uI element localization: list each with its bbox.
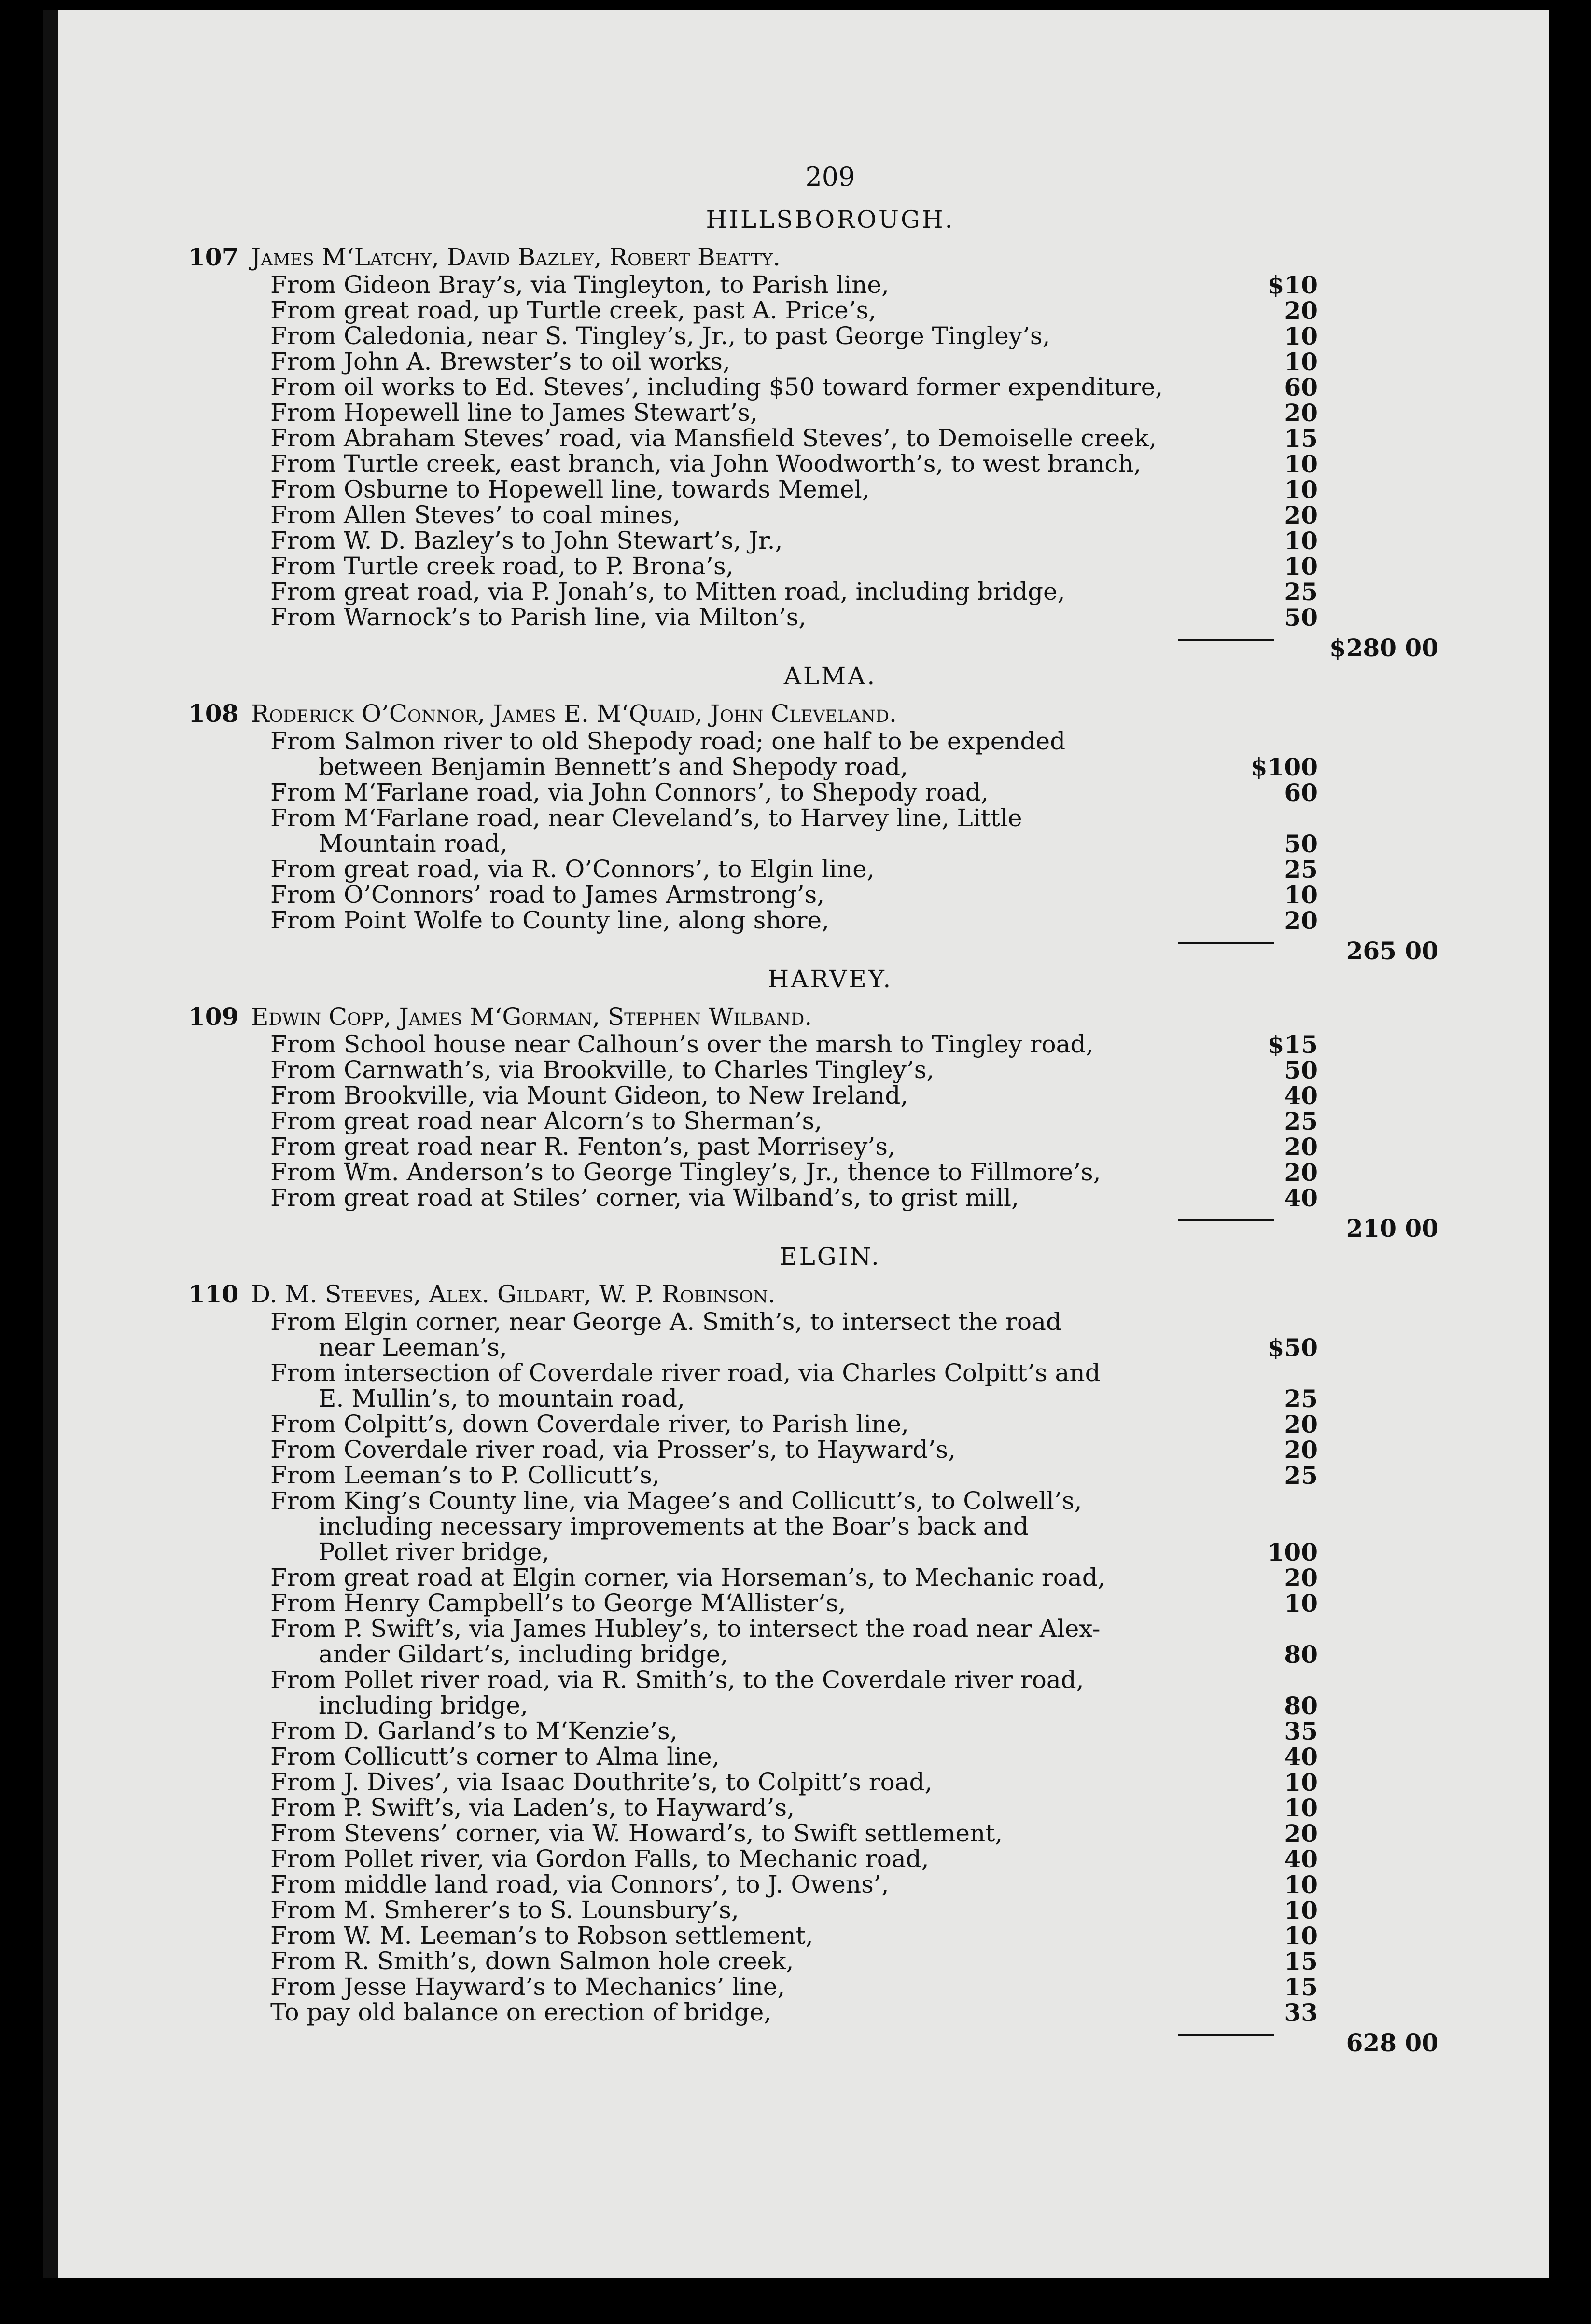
road-description: To pay old balance on erection of bridge, bbox=[270, 1998, 772, 2026]
district-heading bbox=[188, 1281, 1414, 1307]
district-heading bbox=[188, 701, 1414, 727]
section-total: 628 00 bbox=[1346, 2029, 1438, 2057]
road-amount: 20 bbox=[1284, 1158, 1318, 1187]
page-edge bbox=[43, 10, 58, 2278]
page-content bbox=[188, 162, 1438, 2057]
road-entry bbox=[188, 1184, 1318, 1212]
road-amount: $10 bbox=[1267, 271, 1318, 299]
road-entry bbox=[188, 1158, 1318, 1187]
road-entry bbox=[188, 1107, 1318, 1135]
road-description: From great road near R. Fenton’s, past Morrisey’s, bbox=[270, 1133, 895, 1161]
road-amount: 10 bbox=[1284, 1922, 1318, 1950]
road-description-continued: Mountain road, bbox=[319, 830, 508, 858]
road-description: From Pollet river road, via R. Smith’s, to the Coverdale river road, bbox=[270, 1666, 1084, 1694]
road-description: From Osburne to Hopewell line, towards Memel, bbox=[270, 475, 870, 503]
road-entry bbox=[188, 1819, 1318, 1848]
section-total-row bbox=[188, 933, 1438, 965]
road-description-continued: including bridge, bbox=[319, 1691, 528, 1719]
road-amount: 80 bbox=[1284, 1640, 1318, 1669]
road-description: From great road near Alcorn’s to Sherman’s, bbox=[270, 1107, 823, 1135]
road-description: From W. D. Bazley’s to John Stewart’s, Jr., bbox=[270, 526, 783, 554]
road-entry bbox=[188, 881, 1318, 909]
road-description: From Wm. Anderson’s to George Tingley’s, Jr., thence to Fillmore’s, bbox=[270, 1158, 1101, 1186]
road-description: From O’Connors’ road to James Armstrong’s, bbox=[270, 881, 825, 909]
road-description: From Brookville, via Mount Gideon, to New Ireland, bbox=[270, 1081, 908, 1109]
commissioners: D. M. Steeves, Alex. Gildart, W. P. Robinson. bbox=[251, 1280, 776, 1308]
commissioners: Edwin Copp, James M‘Gorman, Stephen Wilband. bbox=[251, 1003, 812, 1031]
road-entry bbox=[188, 526, 1318, 555]
road-amount: 80 bbox=[1284, 1691, 1318, 1720]
section-total-row bbox=[188, 1211, 1438, 1243]
road-amount: $15 bbox=[1267, 1030, 1318, 1059]
road-entry bbox=[188, 855, 1318, 884]
road-amount: 25 bbox=[1284, 1107, 1318, 1135]
district-number: 108 bbox=[188, 699, 239, 728]
road-entry bbox=[188, 501, 1318, 529]
road-description: From Hopewell line to James Stewart’s, bbox=[270, 399, 758, 427]
road-amount: 20 bbox=[1284, 1410, 1318, 1439]
road-amount: 20 bbox=[1284, 1563, 1318, 1592]
road-description: From Colpitt’s, down Coverdale river, to Parish line, bbox=[270, 1410, 909, 1438]
road-description: From Warnock’s to Parish line, via Milton’s, bbox=[270, 603, 807, 631]
road-entry bbox=[188, 1133, 1318, 1161]
road-description: From J. Dives’, via Isaac Douthrite’s, to Colpitt’s road, bbox=[270, 1768, 933, 1796]
road-entry bbox=[188, 1359, 1318, 1413]
road-entry bbox=[188, 1845, 1318, 1873]
road-description: From Point Wolfe to County line, along shore, bbox=[270, 906, 829, 934]
road-amount: 40 bbox=[1284, 1184, 1318, 1212]
road-amount: 15 bbox=[1284, 424, 1318, 453]
road-entry bbox=[188, 1768, 1318, 1797]
page-number: 209 bbox=[805, 162, 855, 192]
road-description: From Henry Campbell’s to George M‘Allister’s, bbox=[270, 1589, 846, 1617]
road-entry bbox=[188, 727, 1318, 781]
road-amount: 20 bbox=[1284, 906, 1318, 935]
road-amount: 10 bbox=[1284, 1896, 1318, 1924]
road-entry bbox=[188, 1794, 1318, 1822]
road-entry bbox=[188, 1589, 1318, 1618]
road-description: From great road, via P. Jonah’s, to Mitten road, including bridge, bbox=[270, 578, 1065, 606]
road-entry bbox=[188, 347, 1318, 376]
road-entry bbox=[188, 1461, 1318, 1490]
road-description: From Pollet river, via Gordon Falls, to Mechanic road, bbox=[270, 1845, 929, 1873]
road-amount: 50 bbox=[1284, 1056, 1318, 1084]
section-total: $280 00 bbox=[1329, 634, 1438, 662]
road-amount: 40 bbox=[1284, 1845, 1318, 1873]
section-title: ALMA. bbox=[783, 662, 877, 690]
road-entry bbox=[188, 1081, 1318, 1110]
road-amount: 10 bbox=[1284, 322, 1318, 350]
section-total: 210 00 bbox=[1346, 1214, 1438, 1243]
road-amount: 100 bbox=[1267, 1538, 1318, 1566]
road-amount: 10 bbox=[1284, 881, 1318, 909]
road-entry bbox=[188, 1973, 1318, 2001]
road-entry bbox=[188, 399, 1318, 427]
road-description: From King’s County line, via Magee’s and Collicutt’s, to Colwell’s, bbox=[270, 1487, 1082, 1515]
road-amount: $50 bbox=[1267, 1333, 1318, 1362]
road-description: From Salmon river to old Shepody road; one half to be expended bbox=[270, 727, 1066, 755]
road-description: From great road, up Turtle creek, past A. Price’s, bbox=[270, 296, 877, 324]
road-amount: 20 bbox=[1284, 1133, 1318, 1161]
road-description: From Caledonia, near S. Tingley’s, Jr., to past George Tingley’s, bbox=[270, 322, 1050, 350]
road-entry bbox=[188, 1666, 1318, 1720]
road-amount: 20 bbox=[1284, 399, 1318, 427]
road-description-continued: between Benjamin Bennett’s and Shepody road, bbox=[319, 753, 908, 781]
road-amount: 20 bbox=[1284, 1819, 1318, 1848]
road-entry bbox=[188, 1947, 1318, 1976]
road-entry bbox=[188, 1030, 1318, 1059]
road-description: From P. Swift’s, via James Hubley’s, to intersect the road near Alex- bbox=[270, 1615, 1101, 1643]
road-amount: 25 bbox=[1284, 855, 1318, 884]
road-description: From Jesse Hayward’s to Mechanics’ line, bbox=[270, 1973, 785, 2001]
district-number: 107 bbox=[188, 243, 239, 271]
road-description: From great road at Stiles’ corner, via Wilband’s, to grist mill, bbox=[270, 1184, 1019, 1212]
road-amount: 40 bbox=[1284, 1743, 1318, 1771]
road-amount: 20 bbox=[1284, 1436, 1318, 1464]
road-description: From W. M. Leeman’s to Robson settlement, bbox=[270, 1922, 813, 1950]
road-entry bbox=[188, 1410, 1318, 1439]
road-description: From Coverdale river road, via Prosser’s, to Hayward’s, bbox=[270, 1436, 956, 1464]
road-description-continued: near Leeman’s, bbox=[319, 1333, 507, 1361]
district-number: 110 bbox=[188, 1280, 239, 1308]
road-description: From P. Swift’s, via Laden’s, to Hayward’s, bbox=[270, 1794, 795, 1822]
road-entry bbox=[188, 578, 1318, 606]
road-amount: 25 bbox=[1284, 578, 1318, 606]
road-entry bbox=[188, 1436, 1318, 1464]
road-entry bbox=[188, 475, 1318, 504]
road-description-continued: Pollet river bridge, bbox=[319, 1538, 550, 1566]
road-entry bbox=[188, 778, 1318, 807]
road-amount: 10 bbox=[1284, 526, 1318, 555]
section-total-row bbox=[188, 2025, 1438, 2057]
section-title: ELGIN. bbox=[780, 1243, 881, 1271]
road-entry bbox=[188, 1743, 1318, 1771]
section-total-row bbox=[188, 630, 1438, 662]
road-entry bbox=[188, 296, 1318, 325]
road-entry bbox=[188, 1870, 1318, 1899]
road-amount: 10 bbox=[1284, 1870, 1318, 1899]
road-amount: 15 bbox=[1284, 1973, 1318, 2001]
road-description: From Leeman’s to P. Collicutt’s, bbox=[270, 1461, 660, 1489]
road-entry bbox=[188, 603, 1318, 632]
district-heading bbox=[188, 244, 1414, 270]
road-entry bbox=[188, 1487, 1318, 1566]
road-amount: 10 bbox=[1284, 1589, 1318, 1618]
road-entry bbox=[188, 424, 1318, 453]
road-amount: 60 bbox=[1284, 373, 1318, 401]
road-entry bbox=[188, 373, 1318, 401]
total-rule bbox=[1178, 1219, 1274, 1221]
road-description: From Stevens’ corner, via W. Howard’s, to Swift settlement, bbox=[270, 1819, 1003, 1847]
total-rule bbox=[1178, 2034, 1274, 2036]
road-amount: 20 bbox=[1284, 501, 1318, 529]
road-amount: 10 bbox=[1284, 450, 1318, 478]
road-amount: 25 bbox=[1284, 1461, 1318, 1490]
road-amount: 25 bbox=[1284, 1384, 1318, 1413]
road-amount: 10 bbox=[1284, 1768, 1318, 1797]
road-entry bbox=[188, 450, 1318, 478]
commissioners: Roderick O’Connor, James E. M‘Quaid, John Cleveland. bbox=[251, 700, 897, 728]
road-entry bbox=[188, 552, 1318, 581]
road-description: From Gideon Bray’s, via Tingleyton, to Parish line, bbox=[270, 271, 889, 299]
road-entry bbox=[188, 322, 1318, 350]
total-rule bbox=[1178, 942, 1274, 944]
road-description: From Collicutt’s corner to Alma line, bbox=[270, 1743, 720, 1771]
road-description: From R. Smith’s, down Salmon hole creek, bbox=[270, 1947, 794, 1975]
district-number: 109 bbox=[188, 1002, 239, 1031]
road-description-continued: including necessary improvements at the Boar’s back and bbox=[319, 1512, 1029, 1540]
road-description: From Turtle creek road, to P. Brona’s, bbox=[270, 552, 734, 580]
road-amount: 60 bbox=[1284, 778, 1318, 807]
road-description: From M‘Farlane road, via John Connors’, to Shepody road, bbox=[270, 778, 989, 806]
road-entry bbox=[188, 1308, 1318, 1362]
road-description: From Elgin corner, near George A. Smith’s, to intersect the road bbox=[270, 1308, 1061, 1336]
road-entry bbox=[188, 1896, 1318, 1924]
road-entry bbox=[188, 1998, 1318, 2027]
road-entry bbox=[188, 804, 1318, 858]
road-description: From oil works to Ed. Steves’, including $50 toward former expenditure, bbox=[270, 373, 1163, 401]
road-entry bbox=[188, 1717, 1318, 1745]
road-amount: 50 bbox=[1284, 603, 1318, 632]
section-title: HILLSBOROUGH. bbox=[706, 206, 955, 234]
road-description-continued: ander Gildart’s, including bridge, bbox=[319, 1640, 728, 1668]
road-amount: 20 bbox=[1284, 296, 1318, 325]
road-amount: 50 bbox=[1284, 830, 1318, 858]
road-description: From M. Smherer’s to S. Lounsbury’s, bbox=[270, 1896, 739, 1924]
road-amount: 40 bbox=[1284, 1081, 1318, 1110]
road-description: From middle land road, via Connors’, to J. Owens’, bbox=[270, 1870, 889, 1898]
road-description: From Abraham Steves’ road, via Mansfield Steves’, to Demoiselle creek, bbox=[270, 424, 1157, 452]
road-amount: $100 bbox=[1250, 753, 1318, 781]
road-description: From great road, via R. O’Connors’, to Elgin line, bbox=[270, 855, 875, 883]
road-description: From John A. Brewster’s to oil works, bbox=[270, 347, 730, 375]
document-page bbox=[43, 10, 1549, 2278]
road-amount: 35 bbox=[1284, 1717, 1318, 1745]
road-amount: 10 bbox=[1284, 1794, 1318, 1822]
road-entry bbox=[188, 1922, 1318, 1950]
road-description: From Turtle creek, east branch, via John Woodworth’s, to west branch, bbox=[270, 450, 1142, 478]
road-entry bbox=[188, 1563, 1318, 1592]
road-description: From intersection of Coverdale river road, via Charles Colpitt’s and bbox=[270, 1359, 1101, 1387]
section-total: 265 00 bbox=[1346, 937, 1438, 965]
road-amount: 10 bbox=[1284, 552, 1318, 581]
road-amount: 15 bbox=[1284, 1947, 1318, 1976]
section-title: HARVEY. bbox=[768, 965, 893, 993]
road-description: From great road at Elgin corner, via Horseman’s, to Mechanic road, bbox=[270, 1563, 1105, 1591]
road-amount: 33 bbox=[1284, 1998, 1318, 2027]
road-amount: 10 bbox=[1284, 347, 1318, 376]
district-heading bbox=[188, 1004, 1414, 1030]
road-entry bbox=[188, 906, 1318, 935]
road-description: From School house near Calhoun’s over the marsh to Tingley road, bbox=[270, 1030, 1094, 1058]
road-description: From M‘Farlane road, near Cleveland’s, to Harvey line, Little bbox=[270, 804, 1022, 832]
road-entry bbox=[188, 1615, 1318, 1669]
road-amount: 10 bbox=[1284, 475, 1318, 504]
total-rule bbox=[1178, 639, 1274, 641]
road-description: From Allen Steves’ to coal mines, bbox=[270, 501, 681, 529]
road-description-continued: E. Mullin’s, to mountain road, bbox=[319, 1384, 685, 1412]
road-entry bbox=[188, 1056, 1318, 1084]
road-description: From Carnwath’s, via Brookville, to Charles Tingley’s, bbox=[270, 1056, 935, 1084]
road-entry bbox=[188, 271, 1318, 299]
road-description: From D. Garland’s to M‘Kenzie’s, bbox=[270, 1717, 678, 1745]
commissioners: James M‘Latchy, David Bazley, Robert Beatty. bbox=[251, 243, 781, 271]
